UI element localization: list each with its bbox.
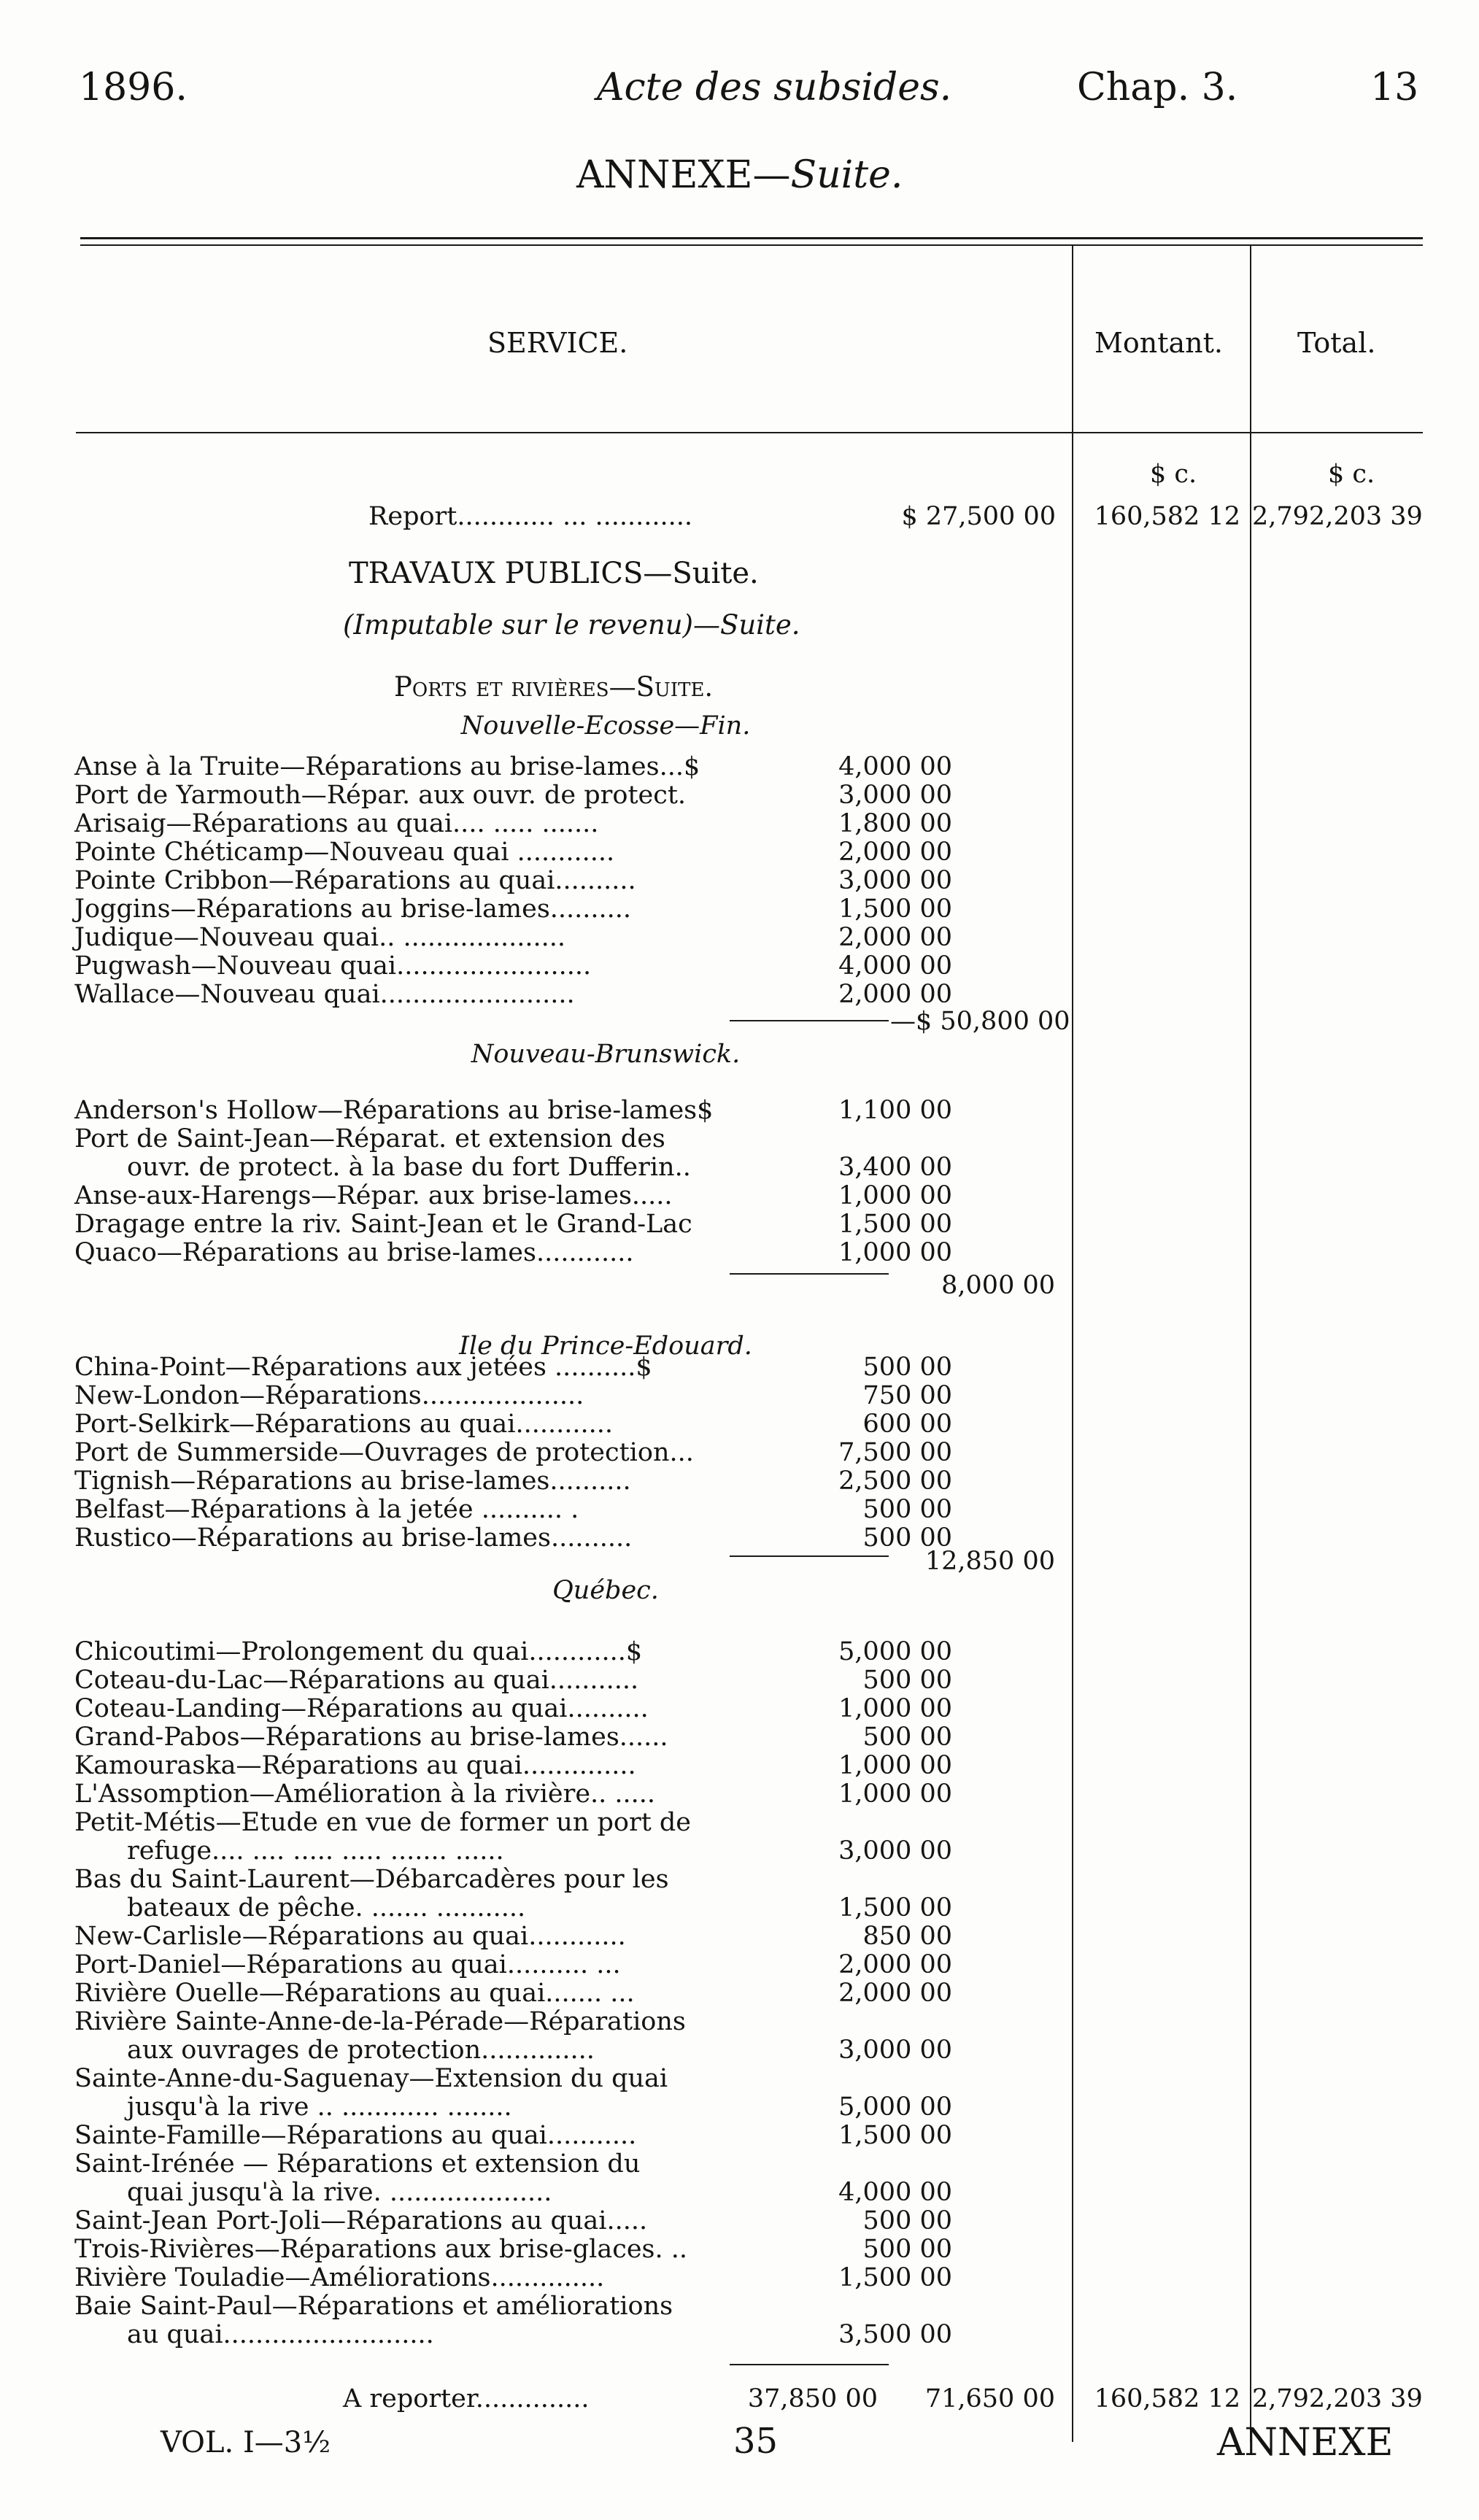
entry-label: Rivière Ouelle—Réparations au quai....... ... (74, 1979, 635, 2008)
header-act-title: Acte des subsides. (597, 66, 952, 109)
entry-amount: 5,000 00 (838, 2092, 952, 2122)
entry-amount: 1,800 00 (838, 809, 952, 838)
section-subtotal: 8,000 00 (941, 1271, 1055, 1300)
entry-label: Port de Summerside—Ouvrages de protection... (74, 1438, 694, 1467)
entry-amount: 3,000 00 (838, 2036, 952, 2065)
entry-label: Port de Saint-Jean—Réparat. et extension des (74, 1124, 665, 1153)
entry-amount: 7,500 00 (838, 1438, 952, 1467)
entry-amount: 500 00 (862, 1523, 952, 1553)
section-subtotal: —$ 50,800 00 (890, 1007, 1070, 1036)
header-year: 1896. (79, 66, 188, 109)
entry-amount: 3,400 00 (838, 1153, 952, 1182)
entry-label: Rivière Touladie—Améliorations.............. (74, 2263, 605, 2292)
section-sum-rule (730, 1020, 889, 1021)
entry-label: Pointe Cribbon—Réparations au quai.......... (74, 866, 636, 895)
entry-label: Port-Daniel—Réparations au quai.......... ... (74, 1950, 621, 1979)
entry-label: Chicoutimi—Prolongement du quai............$ (74, 1637, 643, 1666)
report-total: 2,792,203 39 (1252, 502, 1423, 531)
entry-label: Grand-Pabos—Réparations au brise-lames...... (74, 1723, 668, 1752)
report-label: Report............ ... ............ (368, 502, 692, 531)
entry-amount: 2,000 00 (838, 923, 952, 952)
carry-subtotal: 71,650 00 (924, 2384, 1055, 2413)
entry-label-continued: quai jusqu'à la rive. .................... (127, 2178, 552, 2207)
section-sum-rule (730, 1555, 889, 1557)
annexe-title (576, 153, 903, 197)
heading-ports-rivieres: Ports et rivières—Suite. (394, 671, 714, 703)
entry-label: Pugwash—Nouveau quai........................ (74, 951, 592, 981)
footer-annexe: ANNEXE (1217, 2421, 1394, 2465)
carry-total: 2,792,203 39 (1252, 2384, 1423, 2413)
entry-label-continued: jusqu'à la rive .. ............ ........ (127, 2092, 512, 2122)
entry-label-continued: refuge.... .... ..... ..... ....... ...... (127, 1836, 504, 1866)
carry-montant: 160,582 12 (1094, 2384, 1240, 2413)
entry-amount: 1,500 00 (838, 894, 952, 924)
entry-label: Anderson's Hollow—Réparations au brise-lames$ (74, 1096, 714, 1125)
section-subtotal: 12,850 00 (924, 1547, 1055, 1576)
section-title: Nouvelle-Ecosse—Fin. (460, 711, 751, 741)
section-title: Nouveau-Brunswick. (471, 1040, 741, 1069)
entry-label: Rustico—Réparations au brise-lames.......... (74, 1523, 633, 1553)
table-top-rule-2 (80, 244, 1423, 246)
report-montant: 160,582 12 (1094, 502, 1240, 531)
section-sum-rule (730, 1273, 889, 1275)
heading-travaux-publics: TRAVAUX PUBLICS—Suite. (349, 557, 759, 590)
entry-amount: 2,000 00 (838, 980, 952, 1009)
header-chapter: Chap. 3. (1077, 66, 1238, 109)
header-page-number: 13 (1370, 66, 1419, 109)
entry-amount: 500 00 (862, 1495, 952, 1524)
entry-label: Wallace—Nouveau quai........................ (74, 980, 575, 1009)
column-header-montant: Montant. (1094, 327, 1224, 359)
entry-label: Saint-Jean Port-Joli—Réparations au quai..... (74, 2206, 648, 2235)
entry-label: Coteau-du-Lac—Réparations au quai........... (74, 1666, 639, 1695)
annexe-title-main: ANNEXE— (576, 153, 791, 197)
entry-label: Anse-aux-Harengs—Répar. aux brise-lames..... (74, 1181, 673, 1210)
entry-label: Dragage entre la riv. Saint-Jean et le Grand-Lac (74, 1210, 692, 1239)
table-top-rule-1 (80, 237, 1423, 239)
entry-label: Judique—Nouveau quai.. .................... (74, 923, 565, 952)
entry-amount: 500 00 (862, 1723, 952, 1752)
entry-amount: 4,000 00 (838, 2178, 952, 2207)
section-title: Québec. (552, 1576, 659, 1605)
entry-amount: 1,500 00 (838, 1893, 952, 1922)
entry-label: China-Point—Réparations aux jetées ..........$ (74, 1353, 652, 1382)
entry-label: Anse à la Truite—Réparations au brise-lames...$ (74, 752, 700, 781)
entry-amount: 1,100 00 (838, 1096, 952, 1125)
entry-amount: 500 00 (862, 2235, 952, 2264)
entry-amount: 600 00 (862, 1410, 952, 1439)
entry-amount: 3,000 00 (838, 866, 952, 895)
footer-volume: VOL. I—3½ (161, 2426, 331, 2459)
entry-label: Rivière Sainte-Anne-de-la-Pérade—Réparations (74, 2007, 686, 2036)
entry-label: Trois-Rivières—Réparations aux brise-glaces. .. (74, 2235, 687, 2264)
entry-amount: 500 00 (862, 1353, 952, 1382)
column-header-total: Total. (1297, 327, 1376, 359)
entry-label: Arisaig—Réparations au quai.... ..... ....... (74, 809, 599, 838)
footer-number: 35 (733, 2421, 779, 2462)
montant-unit: $ c. (1150, 460, 1197, 489)
entry-label: L'Assomption—Amélioration à la rivière.. ..... (74, 1779, 656, 1809)
entry-amount: 2,000 00 (838, 1950, 952, 1979)
carry-label: A reporter.............. (343, 2384, 590, 2413)
heading-imputable: (Imputable sur le revenu)—Suite. (343, 609, 800, 641)
total-unit: $ c. (1328, 460, 1375, 489)
entry-label-continued: aux ouvrages de protection.............. (127, 2036, 595, 2065)
entry-amount: 3,000 00 (838, 781, 952, 810)
entry-amount: 1,000 00 (838, 1694, 952, 1723)
entry-amount: 5,000 00 (838, 1637, 952, 1666)
entry-amount: 1,000 00 (838, 1751, 952, 1780)
entry-label: Sainte-Anne-du-Saguenay—Extension du quai (74, 2064, 668, 2093)
entry-label-continued: bateaux de pêche. ....... ........... (127, 1893, 526, 1922)
entry-label: Petit-Métis—Etude en vue de former un port de (74, 1808, 692, 1837)
entry-label: Quaco—Réparations au brise-lames............ (74, 1238, 634, 1267)
entry-amount: 1,500 00 (838, 2263, 952, 2292)
entry-label: Tignish—Réparations au brise-lames.......... (74, 1466, 631, 1496)
entry-amount: 1,000 00 (838, 1779, 952, 1809)
column-header-service: SERVICE. (487, 327, 628, 359)
section-title: Ile du Prince-Edouard. (459, 1331, 752, 1361)
entry-label: Saint-Irénée — Réparations et extension du (74, 2149, 641, 2179)
col-divider-1 (1072, 246, 1073, 2442)
entry-label: Kamouraska—Réparations au quai.............. (74, 1751, 636, 1780)
header-bottom-rule (76, 432, 1423, 433)
entry-label-continued: au quai.......................... (127, 2320, 434, 2349)
entry-label: Coteau-Landing—Réparations au quai.......... (74, 1694, 649, 1723)
entry-label: Baie Saint-Paul—Réparations et améliorations (74, 2292, 673, 2321)
annexe-title-suite: Suite. (790, 153, 903, 197)
entry-amount: 4,000 00 (838, 951, 952, 981)
entry-label: Port-Selkirk—Réparations au quai............ (74, 1410, 613, 1439)
entry-label-continued: ouvr. de protect. à la base du fort Dufferin.. (127, 1153, 691, 1182)
entry-amount: 2,000 00 (838, 838, 952, 867)
carry-rule-amounts (730, 2364, 889, 2365)
entry-label: Bas du Saint-Laurent—Débarcadères pour les (74, 1865, 669, 1894)
report-amount: $ 27,500 00 (901, 502, 1056, 531)
entry-amount: 500 00 (862, 1666, 952, 1695)
col-divider-2 (1250, 246, 1251, 2442)
entry-label: Joggins—Réparations au brise-lames.......... (74, 894, 632, 924)
carry-amount: 37,850 00 (747, 2384, 878, 2413)
entry-amount: 2,500 00 (838, 1466, 952, 1496)
entry-amount: 1,500 00 (838, 2121, 952, 2150)
entry-amount: 750 00 (862, 1381, 952, 1410)
entry-amount: 4,000 00 (838, 752, 952, 781)
entry-amount: 850 00 (862, 1922, 952, 1951)
entry-label: New-London—Réparations.................... (74, 1381, 584, 1410)
entry-amount: 500 00 (862, 2206, 952, 2235)
entry-label: New-Carlisle—Réparations au quai............ (74, 1922, 626, 1951)
entry-amount: 1,000 00 (838, 1181, 952, 1210)
entry-label: Sainte-Famille—Réparations au quai........... (74, 2121, 637, 2150)
entry-amount: 1,500 00 (838, 1210, 952, 1239)
entry-amount: 2,000 00 (838, 1979, 952, 2008)
entry-amount: 1,000 00 (838, 1238, 952, 1267)
entry-amount: 3,500 00 (838, 2320, 952, 2349)
entry-label: Port de Yarmouth—Répar. aux ouvr. de protect. (74, 781, 687, 810)
entry-label: Pointe Chéticamp—Nouveau quai ............ (74, 838, 615, 867)
entry-amount: 3,000 00 (838, 1836, 952, 1866)
entry-label: Belfast—Réparations à la jetée .......... . (74, 1495, 579, 1524)
